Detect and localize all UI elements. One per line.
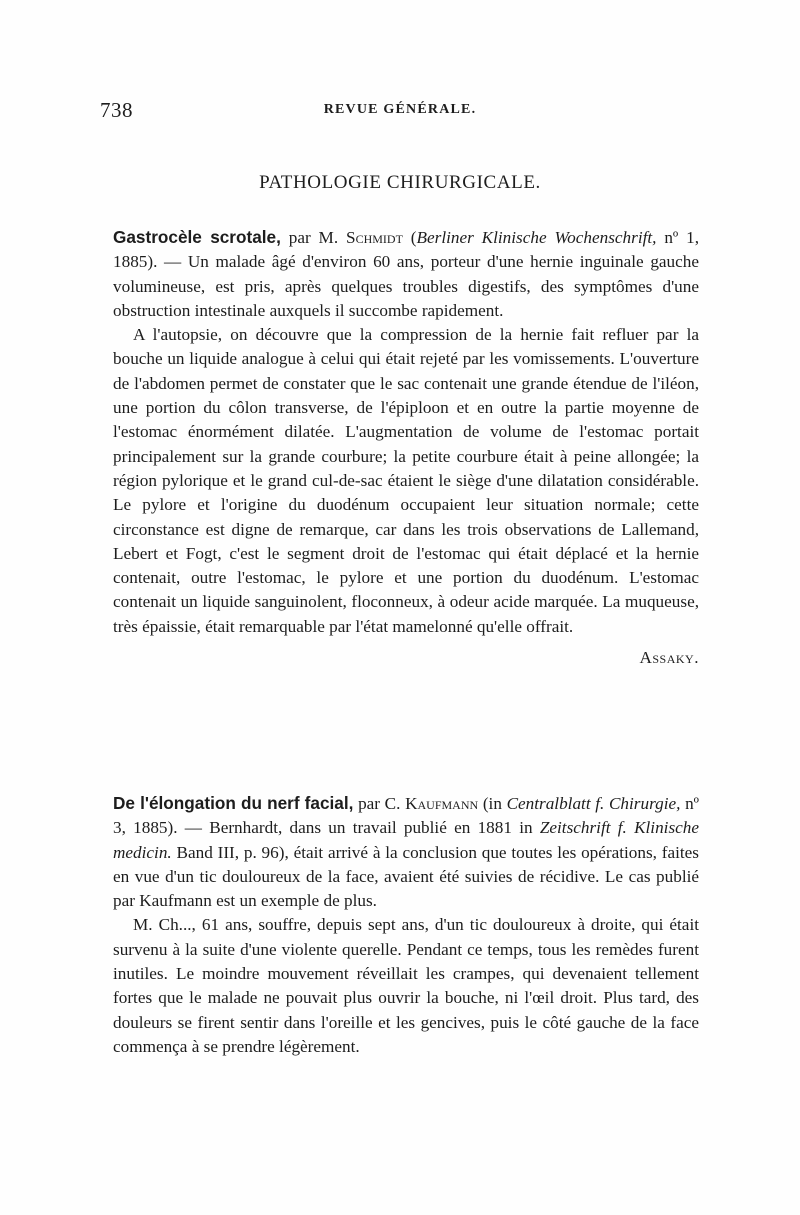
text-run: ( — [402, 228, 417, 247]
article-gastrocele — [113, 225, 699, 670]
text-run: (in — [478, 794, 507, 813]
text-run: par C. — [353, 794, 406, 813]
article-nerf-facial — [113, 791, 699, 1059]
page-number: 738 — [100, 98, 133, 122]
journal-citation: Zeitschrift f. Klinische medicin. — [113, 818, 699, 862]
text-run: nº 1, 1885). — Un malade âgé d'environ 60 ans, porteur d'une hernie inguinale gauche volumineuse, est pris, après quelques troubles digestifs, des symptômes d'une obstruction intestinale auxquels il succombe rapidement. — [113, 228, 699, 320]
article-paragraph — [113, 225, 699, 323]
article-headline: Gastrocèle scrotale, — [113, 227, 281, 247]
author-signature: Assaky. — [639, 648, 699, 668]
journal-citation: Centralblatt f. Chirurgie, — [506, 794, 681, 813]
text-run: Band III, p. 96), était arrivé à la conclusion que toutes les opérations, faites en vue d'un tic douloureux de la face, avaient été suivies de récidive. Le cas publié par Kaufmann est un exemple de plus. — [113, 842, 699, 911]
article-paragraph: M. Ch..., 61 ans, souffre, depuis sept ans, d'un tic douloureux à droite, qui était survenu à la suite d'une violente querelle. Pendant ce temps, tous les remèdes furent inutiles. Le moindre mouvement réveillait les crampes, qui devenaient tellement fortes que le malade ne pouvait plus ouvrir la bouche, ni l'œil droit. Plus tard, des douleurs se firent sentir dans l'oreille et les gencives, puis le côté gauche de la face commença à se prendre légèrement. — [113, 915, 699, 1056]
journal-citation: Berliner Klinische Wochenschrift, — [416, 228, 657, 247]
text-run: par M. — [280, 228, 347, 247]
running-title: REVUE GÉNÉRALE. — [323, 102, 477, 117]
running-header — [100, 98, 700, 128]
text-run: nº 3, 1885). — Bernhardt, dans un travail publié en 1881 in — [113, 794, 699, 838]
article-paragraph — [113, 791, 699, 913]
article-paragraph: A l'autopsie, on découvre que la compression de la hernie fait refluer par la bouche un liquide analogue à celui qui était rejeté par les vomissements. L'ouverture de l'abdomen permet de constater que le sac contenait une grande étendue de l'iléon, une portion du côlon transverse, de l'épiploon et en outre la partie moyenne de l'estomac énormément dilatée. L'augmentation de volume de l'estomac portait principalement sur la grande courbure; la petite courbure était à peine allongée; la région pylorique et le grand cul-de-sac étaient le siège d'une dilatation considérable. Le pylore et l'origine du duodénum occupaient leur situation normale; cette circonstance est digne de remarque, car dans les trois observations de Lallemand, Lebert et Fogt, c'est le segment droit de l'estomac qui était déplacé et la hernie contenait, outre l'estomac, le pylore et une portion du duodénum. L'estomac contenait un liquide sanguinolent, floconneux, à odeur acide marquée. La muqueuse, très épaissie, était remarquable par l'état mamelonné qu'elle offrait. — [113, 325, 699, 636]
article-headline: De l'élongation du nerf facial, — [113, 793, 354, 813]
author-name: Kaufmann — [405, 794, 479, 813]
author-name: Schmidt — [346, 228, 403, 247]
section-title: PATHOLOGIE CHIRURGICALE. — [259, 172, 541, 193]
